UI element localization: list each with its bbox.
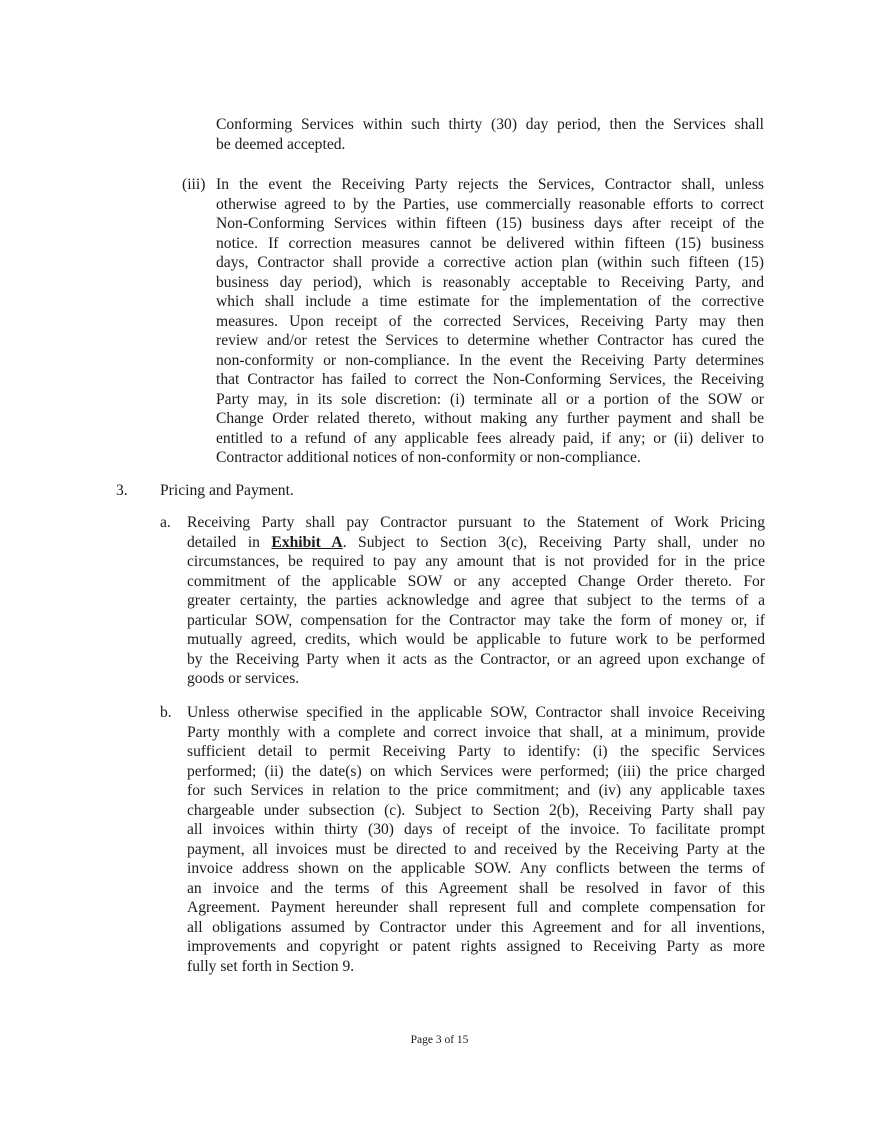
- item-iii-marker: (iii): [182, 176, 206, 193]
- paragraph-line: sufficient detail to permit Receiving Party to identify: (i) the specific Services: [187, 743, 765, 760]
- item-b-paragraph: [187, 703, 765, 976]
- paragraph-line: all obligations assumed by Contractor under this Agreement and for all inventions,: [187, 918, 765, 936]
- item-iii-paragraph: [216, 175, 764, 468]
- paragraph-line: Agreement. Payment hereunder shall represent full and complete compensation for: [187, 899, 765, 916]
- section-title: Pricing and Payment.: [160, 482, 294, 499]
- paragraph-line: Conforming Services within such thirty (30) day period, then the Services shall: [216, 116, 764, 133]
- paragraph-line: otherwise agreed to by the Parties, use commercially reasonable efforts to correct: [216, 195, 764, 213]
- paragraph-line: days, Contractor shall provide a corrective action plan (within such fifteen (15): [216, 254, 764, 271]
- item-b-marker: b.: [160, 704, 172, 721]
- paragraph-line: all invoices within thirty (30) days of receipt of the invoice. To facilitate prompt: [187, 821, 765, 838]
- paragraph-line: payment, all invoices must be directed to and received by the Receiving Party at the: [187, 840, 765, 858]
- paragraph-line: notice. If correction measures cannot be delivered within fifteen (15) business: [216, 234, 764, 252]
- item-a-line2-after: . Subject to Section 3(c), Receiving Party shall, under no: [342, 533, 766, 551]
- paragraph-line: performed; (ii) the date(s) on which Services were performed; (iii) the price charged: [187, 762, 765, 780]
- paragraph-line: which shall include a time estimate for the implementation of the corrective: [216, 293, 764, 310]
- paragraph-line: non-conformity or non-compliance. In the event the Receiving Party determines: [216, 351, 764, 369]
- paragraph-line: for such Services in relation to the price commitment; and (iv) any applicable taxes: [187, 782, 765, 799]
- paragraph-line: improvements and copyright or patent rights assigned to Receiving Party as more: [187, 938, 765, 955]
- item-a-line2-before: detailed in: [187, 533, 272, 551]
- paragraph-line: In the event the Receiving Party rejects the Services, Contractor shall, unless: [216, 176, 764, 193]
- paragraph-line: Party may, in its sole discretion: (i) terminate all or a portion of the SOW or: [216, 390, 764, 408]
- paragraph-line: business day period), which is reasonably acceptable to Receiving Party, and: [216, 273, 764, 291]
- paragraph-line: Party monthly with a complete and correct invoice that shall, at a minimum, provide: [187, 723, 765, 741]
- paragraph-line: that Contractor has failed to correct the Non-Conforming Services, the Receiving: [216, 371, 764, 388]
- paragraph-line: entitled to a refund of any applicable fees already paid, if any; or (ii) deliver to: [216, 429, 764, 447]
- paragraph-line: an invoice and the terms of this Agreement shall be resolved in favor of this: [187, 879, 765, 897]
- paragraph-line: particular SOW, compensation for the Contractor may take the form of money or, if: [187, 611, 765, 629]
- paragraph-line: goods or services.: [187, 670, 300, 687]
- paragraph-line: invoice address shown on the applicable SOW. Any conflicts between the terms of: [187, 860, 765, 877]
- item-a-line: Receiving Party shall pay Contractor pursuant to the Statement of Work Pricing: [187, 514, 765, 531]
- paragraph-line: Change Order related thereto, without making any further payment and shall be: [216, 410, 764, 427]
- item-a-paragraph: [187, 513, 765, 689]
- paragraph-line: Non-Conforming Services within fifteen (15) business days after receipt of the: [216, 215, 764, 232]
- item-a-line-exhibit: [187, 533, 765, 553]
- exhibit-a-reference: Exhibit A: [271, 533, 343, 551]
- paragraph-line: chargeable under subsection (c). Subject to Section 2(b), Receiving Party shall pay: [187, 801, 765, 819]
- paragraph-line: Unless otherwise specified in the applicable SOW, Contractor shall invoice Receiving: [187, 704, 765, 721]
- paragraph-line: Contractor additional notices of non-conformity or non-compliance.: [216, 449, 641, 466]
- paragraph-line: review and/or retest the Services to determine whether Contractor has cured the: [216, 332, 764, 349]
- item-a-marker: a.: [160, 514, 171, 531]
- paragraph-line: fully set forth in Section 9.: [187, 957, 355, 975]
- paragraph-line: circumstances, be required to pay any amount that is not provided for in the price: [187, 553, 765, 570]
- section-number: 3.: [116, 482, 128, 499]
- page-footer: Page 3 of 15: [410, 1034, 469, 1046]
- paragraph-line: be deemed accepted.: [216, 135, 346, 153]
- continued-paragraph: [216, 115, 764, 154]
- paragraph-line: greater certainty, the parties acknowledge and agree that subject to the terms of a: [187, 592, 765, 609]
- paragraph-line: commitment of the applicable SOW or any accepted Change Order thereto. For: [187, 572, 765, 590]
- paragraph-line: by the Receiving Party when it acts as the Contractor, or an agreed upon exchange of: [187, 650, 765, 668]
- paragraph-line: mutually agreed, credits, which would be applicable to future work to be performed: [187, 631, 765, 648]
- paragraph-line: measures. Upon receipt of the corrected Services, Receiving Party may then: [216, 312, 764, 330]
